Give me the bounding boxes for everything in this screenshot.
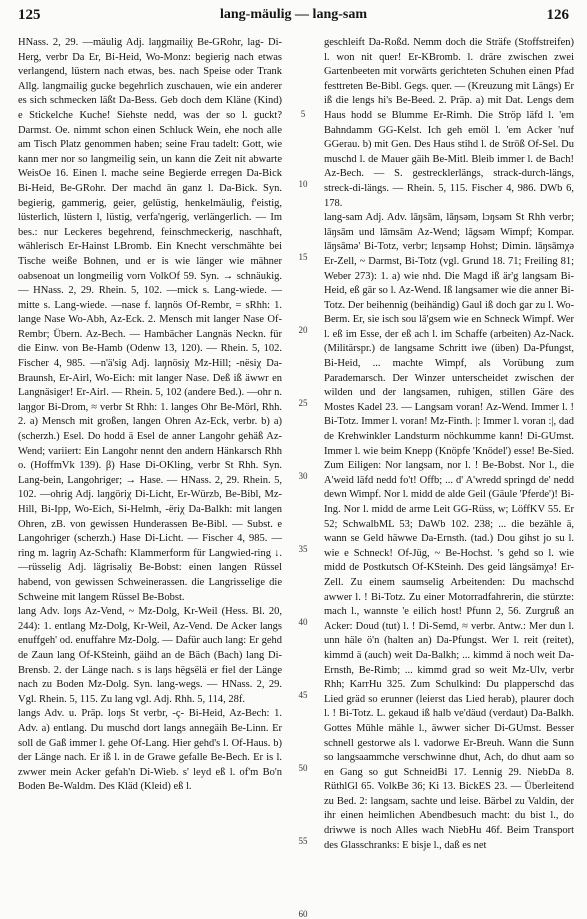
line-number: 60: [298, 909, 308, 919]
line-number: 25: [298, 398, 308, 408]
line-number: 45: [298, 690, 308, 700]
line-number: 35: [298, 544, 308, 554]
line-number: 5: [300, 109, 306, 119]
line-number: 10: [298, 179, 308, 189]
right-column-text: geschleift Da-Roßd. Nemm doch die Sträfe (Stoffstreifen) l. won nit quer! Er-KBromb. l. dräre zwischen zwei Gartenbeeten mit vorwärts gerichteten Schuhen einen Pfad festtreten Be-Bibl. Gegs. quer. — (Kreuzung mit Längs) Er iß die lengs hi's Be-Beed. 2. Präp. a) mit Dat. Lengs dem Haus hodd se Blumme Er-Rimh. Die Ströp läfd l. 'em Bahndamm GG-Kelst. Ich geh emöl l. 'em Acker 'nuf GGerau. b) mit Gen. Des Haus stihd l. de Ströß Of-Sel. Du muschd l. de Mauer gäih Be-Mitl. Bleib immer l. de Bach! Az-Bech. — S. gestrecklerlängs, strack-durch-längs, streck-di-längs. — Rhein. 5, 115. Fischer 4, 986. DWb 6, 178. lang-sam Adj. Adv. lāŋsām, lāŋsəm, lɔŋsəm St Rhh verbr; lāŋsām und lāmsām Az-Wend; lāgsəm Wimpf; Kompar. lāŋsāmə' Bi-Totz, verbr; lεŋsəmp Hohst; Dimin. lāŋsāmχə Er-Zell, ~ Darmst, Bi-Totz (vgl. Grund 18. 71; Freiling 81; Weber 273): 1. a) wie nhd. Die Magd iß är'g langsam Bi-Heid, eß gär so l. Az-Wend. Iß langsamer wie die anner Bi-Totz. Der beihennig (beihändig) Gaul iß doch gar zu l. Wo-Berm. Er, sie isch sou lā'gsem wie en Schneck Wimpf. Wer l. eß im Esse, der eß ach l. im Schaffe (arbeiten) Az-Nack. (Militärspr.) de langsame Schritt iwe (üben) Da-Pfungst, Bi-Heid, ... machte Wimpf, als Vorübung zum Parademarsch. Der Winzer unterscheidet zwischen der wilden und der langsamen, ruhigen, stillen Gäre des Mostes Kadel 23. — Langsam voran! Az-Wend. Immer l. ! Bi-Totz. Immer l. voran! Mz-Finth. |: Immer l. voran :|, dad de Krehwinkler Landsturm nöchkumme kann! Di-GUmst. Immer l. wie beim Knepp (Knöpfe 'Knödel') esse! Be-Sied. Zum Eiligen: Nor langsam, nor l. ! Be-Bobst. Nor l., die A'weid läfd nedd fo't! Offb; ... d' A'wredd springd de' nedd dewn Wimpf. Nor l. midd de alde Geil (Gäule 'Pferde')! Bi-Ing. Nor l. midd de arme Leit GG-Rüss, w; LöffKV 55. Er 52; SchwalbML 53; DaWb 102. 238; ... die bezähle ä, wann se Geld häwwe Da-Ernsth. (tad.) Dou gihst jo su l. wie e Schneck! Of-Jüg, ~ Be-Hochst. 's gehd so l. wie midd de Postkutsch Of-KSteinh. Des geid längsämχə! Er-Zell. Zu einem saumselig Arbeitenden: Du machschd awwer l. ! Bi-Totz. Zu einer Motorradfahrerin, die stürzte: mach l., wannste 'e eilich host! Pfunn 2, 56. Zurgruß an Acker: Doud (tut) l. ! Di-Semd, ≈ verbr. Antw.: Mer dun l. unn häle ö'n (halten an) Da-Pfungst. Wer l. reit (reitet), kimmd ä (auch) weit Da-Balkh; ... kimmd ä noch weit Da-Ernsth, Be-Rimb; ... kimmd grad so weit Mz-Ulv, verbr Rhh; KarrHu 325. Zum Schulkind: Du plapperschd das Lied gräd so erunner (leierst das Lied herab), plaurer doch l. ! Bi-Totz. L. gekaud iß halb ve'däud (verdaut) Da-Balkh. Gottes Mühle mähle l., äwwer sicher Di-GUmst. Besser schnell gestorwe als l. vadorwe Er-Breuh. Wann die Sunn so langsaammche verschwinne dhut, Ach, do dhut aam so en Gang so gut SchneidBi 17. Lennig 29. NiebDa 8. RüthlGl 65. VolkBe 36; Ki 13. BickES 23. — Überleitend zu Bed. 2: langsam, sachte und leise. Bärbel zu Valdin, der ihr einen heimlichen Abendbesuch macht: du bist l., do driwwe is noch Alles wach NiebHu 46f. Beim Transport des Glasschranks: E bisje l., daß es net: [324, 37, 574, 851]
page-number-right: 126: [546, 6, 569, 23]
line-number: 40: [298, 617, 308, 627]
running-head: lang-mäulig — lang-sam: [219, 7, 367, 22]
line-number: 55: [298, 836, 308, 846]
line-number: 30: [298, 471, 308, 481]
line-number: 15: [298, 252, 308, 262]
line-number-gutter: [289, 36, 317, 919]
page-number-left: 125: [18, 6, 41, 23]
line-number: 20: [298, 325, 308, 335]
line-number: 50: [298, 763, 308, 773]
left-column-text: HNass. 2, 29. —mäulig Adj. laŋgmailiχ Be-GRohr, lag- Di-Herg, verbr Da Er, Bi-Heid, Wo-Monz: begierig nach etwas verlangend, lüstern nach etwas, bes. nach Speise oder Trank Allg. langmailig gucke begehrlich zuschauen, wie ein anderer es sich schmecken läßt Da-Bess. Geb doch dem Kläne (Kind) e Stickelche Kuche! Siehste nedd, was der so l. guckt? Darmst. Oe. nimmt schon einen Schluck Wein, ehe noch alle am Tisch Platz genommen haben; seine Frau tadelt: Gott, wie kann mer nor so langmeilig sein, un kann die Zeit nit abwarte WeisOe 16. Einen l. mache seine Begierde erregen Da-Bick Bi-Heid, Be-GRohr. Der machd än ganz l. Da-Bick. Syn. begierig, gammerig, geier, gelüstig, henkelmäulig, f'eistig, lüsterlich, lüstern l, lüstig, verfa'ngerig, verlängerlich. — Im bes.: nur Leckeres begehrend, feinschmeckerig, naschhaft, wählerisch Er-Hainst LBromb. Ein Knecht verschmähte bei Tische weiße Bohnen, und er is wie länger wie mähner oabsenoat un longmeilig vorn VolkOf 59. Syn. → schnäukig. — HNass. 2, 29. Rhein. 5, 102. —mick s. Lang-wiede. —mitte s. Lang-wiede. —nase f. laŋnös Of-Rembr, = sRhh: 1. lange Nase Wo-Abh, Az-Eck. 2. Mensch mit langer Nase Of-Rembr; Übern. Az-Bech. — Hambächer Langnäs Neckn. für die Einw. von Be-Hamb (Odenw 13, 120). — Rhein. 5, 102. Fischer 4, 985. —n'ä'sig Adj. laŋnösiχ Mz-Hill; -nësiχ Da-Braunsh, Er-Airl, Wo-Eich: mit langer Nase. Deß iß äwwr en Langnäsiger! Er-Airl. — Rhein. 5, 102 (andere Bed.). —ohr n. laŋgor Bi-Drom, ≈ verbr St Rhh: 1. langes Ohr Be-Mörl, Rhh. 2. a) Mensch mit großen, langen Ohren Az-Eck, verbr. b) a) (scherzh.) Esel. Do hodd ä Esel de anner Langohr gehäß Az-Wend; variiert: Ein Langohr nennt den andern Hänkarsch Rhh o. (HoffmVk 139). β) Hase Di-OKling, verbr St Rhh. Syn. Lang-bein, Langohriger; → Hase. — HNass. 2, 29. Rhein. 5, 102. —ohrig Adj. laŋgöriχ Di-Licht, Er-Würzb, Be-Bibl, Mz-Hill, Bi-Ipp, Wo-Eich, Si-Helmh, -ëriχ Da-Balkh: mit langen Ohren, zB. von gewissen Hunderassen Be-Bibl. — Subst. e Langohriger (scherzh.) Hase Di-Licht. — Fischer 4, 985. —ring m. lagriŋ Az-Schafh: Klammerform für Langwied-ring ↓. —rüsselig Adj. lägrisəliχ Be-Bobst: einen langen Rüssel habend, von gewissen Schweinerassen. die Langrisselige die Schweine mit langem Rüssel Be-Bobst. lang Adv. loŋs Az-Vend, ~ Mz-Dolg, Kr-Weil (Hess. Bl. 20, 244): 1. entlang Mz-Dolg, Kr-Weil, Az-Vend. De Acker langs enuffgeh' od. enuffahre Mz-Dolg. — Dafür auch lang: Er gehd de Zaun lang Of-KSteinh, gäihd an de Bäch (Bach) lang Di-Brensb. 2. der Länge nach. s is laŋs hëgsëlä er fiel der Länge nach zu Boden Mz-Dolg. Syn. lang-wegs. — HNass. 2, 29. Vgl. Rhein. 5, 115. Zu lang vgl. Adj. Rhh. 5, 114, 28f. langs Adv. u. Präp. loŋs St verbr, -ç- Bi-Heid, Az-Bech: 1. Adv. a) entlang. Du muschd dort langs annegäih Be-Linn. Er soll de Gaß immer l. gehe Of-Lang. Hier gehd's l. Of-Haus. b) der Länge nach. Er iß l. in de Grawe gefalle Be-Bech. Er is l. zwwer mein Acker gefah'n Di-Wieb. s' leyd eß l. of'm Bo'n Boden Be-Waldm. Des Kläd (Kleid) eß l.: [18, 37, 282, 793]
page-header: [18, 0, 569, 30]
